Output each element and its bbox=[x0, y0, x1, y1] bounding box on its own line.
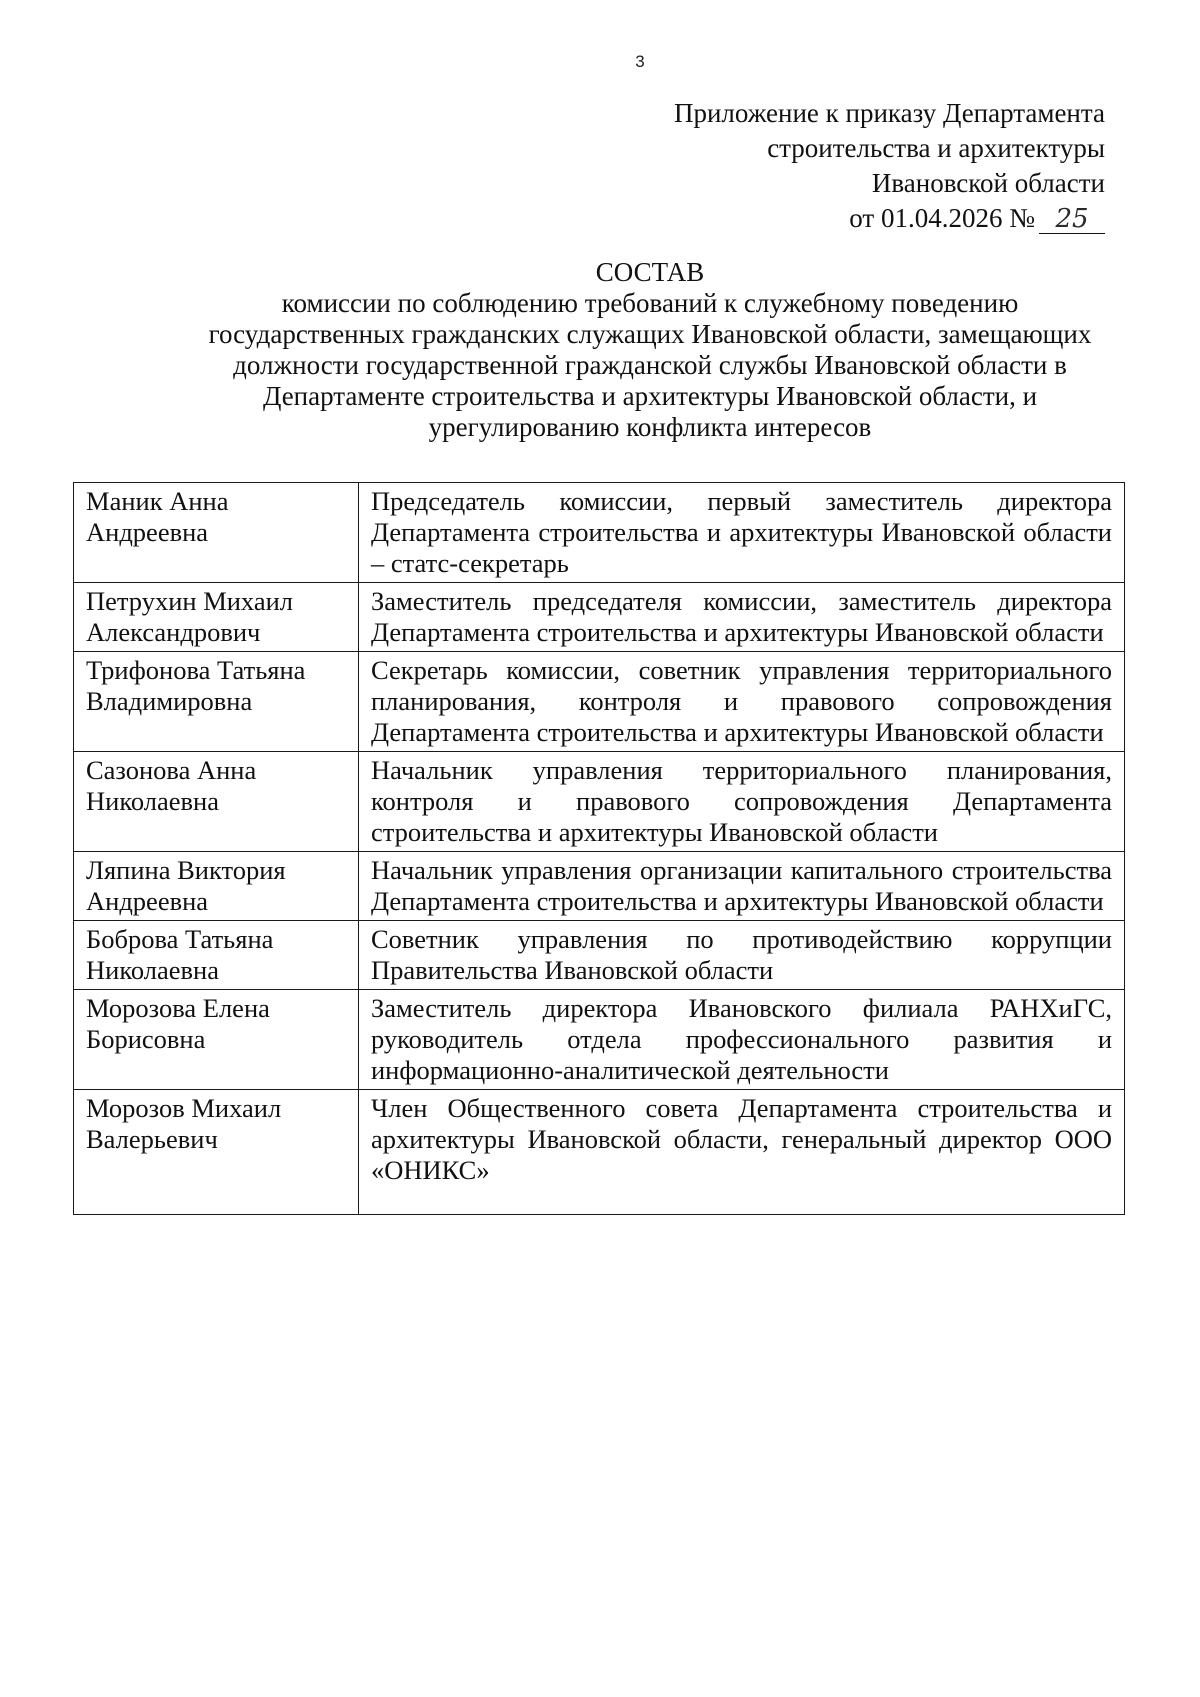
member-name: Морозова Елена Борисовна bbox=[74, 990, 359, 1090]
member-name: Ляпина Виктория Андреевна bbox=[74, 852, 359, 921]
document-title bbox=[120, 257, 1180, 443]
title-line-2: государственных гражданских служащих Ивановской области, замещающих bbox=[208, 319, 1092, 349]
member-role: Заместитель председателя комиссии, заместитель директора Департамента строительства и архитектуры Ивановской области bbox=[359, 583, 1125, 652]
appendix-line-3: Ивановской области bbox=[871, 168, 1105, 198]
title-line-1: комиссии по соблюдению требований к служебному поведению bbox=[281, 288, 1019, 318]
member-role: Советник управления по противодействию коррупции Правительства Ивановской области bbox=[359, 921, 1125, 990]
title-line-5: урегулированию конфликта интересов bbox=[428, 412, 872, 442]
page-number: 3 bbox=[635, 52, 645, 71]
title-heading: СОСТАВ bbox=[595, 257, 705, 287]
table-row bbox=[74, 652, 1125, 752]
member-role: Член Общественного совета Департамента строительства и архитектуры Ивановской области, генеральный директор ООО «ОНИКС» bbox=[359, 1090, 1125, 1215]
title-line-4: Департаменте строительства и архитектуры Ивановской области, и bbox=[262, 381, 1038, 411]
commission-members-table bbox=[73, 482, 1125, 1215]
appendix-date: от 01.04.2026 № bbox=[849, 203, 1035, 233]
appendix-line-2: строительства и архитектуры bbox=[767, 133, 1105, 163]
table-row bbox=[74, 483, 1125, 583]
table-row bbox=[74, 752, 1125, 852]
member-name: Боброва Татьяна Николаевна bbox=[74, 921, 359, 990]
member-role: Начальник управления территориального планирования, контроля и правового сопровождения Департамента строительства и архитектуры Ивановской области bbox=[359, 752, 1125, 852]
member-name: Сазонова Анна Николаевна bbox=[74, 752, 359, 852]
member-role: Председатель комиссии, первый заместитель директора Департамента строительства и архитектуры Ивановской области – статс-секретарь bbox=[359, 483, 1125, 583]
title-line-3: должности государственной гражданской службы Ивановской области в bbox=[233, 350, 1067, 380]
table-row bbox=[74, 921, 1125, 990]
table-row bbox=[74, 583, 1125, 652]
member-name: Петрухин Михаил Александрович bbox=[74, 583, 359, 652]
member-role: Секретарь комиссии, советник управления территориального планирования, контроля и правового сопровождения Департамента строительства и архитектуры Ивановской области bbox=[359, 652, 1125, 752]
member-name: Маник Анна Андреевна bbox=[74, 483, 359, 583]
table-row bbox=[74, 1090, 1125, 1215]
appendix-header bbox=[674, 96, 1105, 236]
appendix-line-1: Приложение к приказу Департамента bbox=[673, 98, 1105, 128]
table-row bbox=[74, 990, 1125, 1090]
member-role: Начальник управления организации капитального строительства Департамента строительства и архитектуры Ивановской области bbox=[359, 852, 1125, 921]
handwritten-order-number: 25 bbox=[1039, 205, 1105, 234]
table-row bbox=[74, 852, 1125, 921]
member-name: Морозов Михаил Валерьевич bbox=[74, 1090, 359, 1215]
appendix-date-line bbox=[674, 201, 1105, 236]
member-role: Заместитель директора Ивановского филиала РАНХиГС, руководитель отдела профессионального развития и информационно-аналитической деятельности bbox=[359, 990, 1125, 1090]
member-name: Трифонова Татьяна Владимировна bbox=[74, 652, 359, 752]
